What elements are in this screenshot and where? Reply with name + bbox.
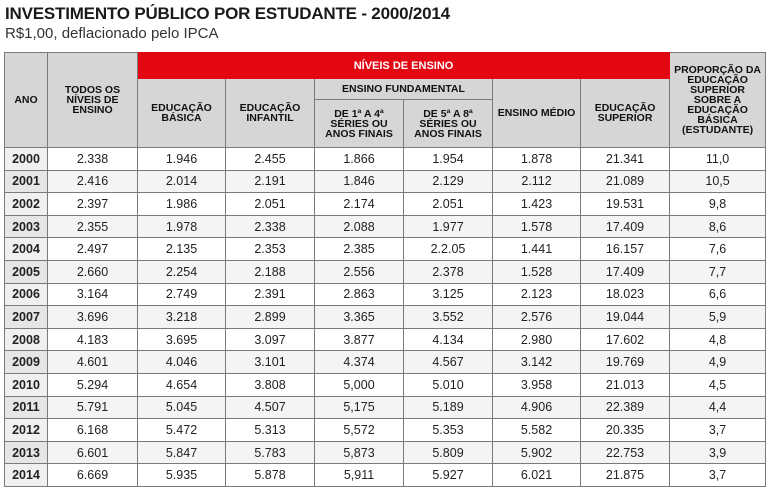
cell-fund1: 5,000 <box>315 373 404 396</box>
cell-medio: 5.902 <box>493 441 581 464</box>
cell-fund2: 2.051 <box>404 193 493 216</box>
cell-infantil: 2.353 <box>226 238 315 261</box>
cell-medio: 1.528 <box>493 260 581 283</box>
cell-fund1: 4.374 <box>315 351 404 374</box>
cell-todos: 6.669 <box>48 464 138 487</box>
cell-medio: 2.123 <box>493 283 581 306</box>
header-todos: TODOS OS NÍVEIS DE ENSINO <box>48 53 138 148</box>
cell-medio: 1.423 <box>493 193 581 216</box>
cell-infantil: 2.191 <box>226 170 315 193</box>
header-fund2: DE 5ª A 8ª SÉRIES OU ANOS FINAIS <box>404 100 493 148</box>
cell-todos: 4.601 <box>48 351 138 374</box>
table-row <box>5 351 766 374</box>
cell-fund2: 3.125 <box>404 283 493 306</box>
cell-basica: 2.135 <box>138 238 226 261</box>
cell-infantil: 2.455 <box>226 148 315 171</box>
table-row <box>5 260 766 283</box>
table-row <box>5 373 766 396</box>
cell-ano: 2001 <box>5 170 48 193</box>
cell-infantil: 5.783 <box>226 441 315 464</box>
header-fund1: DE 1ª A 4ª SÉRIES OU ANOS FINAIS <box>315 100 404 148</box>
cell-basica: 1.978 <box>138 215 226 238</box>
cell-prop: 3,7 <box>670 419 766 442</box>
cell-fund1: 3.365 <box>315 306 404 329</box>
cell-fund2: 4.134 <box>404 328 493 351</box>
header-fundamental: ENSINO FUNDAMENTAL <box>315 79 493 100</box>
cell-fund1: 5,911 <box>315 464 404 487</box>
cell-fund1: 5,572 <box>315 419 404 442</box>
cell-infantil: 2.899 <box>226 306 315 329</box>
cell-fund2: 5.809 <box>404 441 493 464</box>
cell-infantil: 5.878 <box>226 464 315 487</box>
cell-fund1: 2.863 <box>315 283 404 306</box>
cell-superior: 21.013 <box>581 373 670 396</box>
header-superior: EDUCAÇÃO SUPERIOR <box>581 79 670 148</box>
cell-todos: 6.168 <box>48 419 138 442</box>
cell-ano: 2002 <box>5 193 48 216</box>
cell-superior: 20.335 <box>581 419 670 442</box>
cell-prop: 9,8 <box>670 193 766 216</box>
cell-basica: 5.472 <box>138 419 226 442</box>
cell-fund1: 1.866 <box>315 148 404 171</box>
cell-superior: 19.531 <box>581 193 670 216</box>
cell-basica: 2.749 <box>138 283 226 306</box>
cell-medio: 5.582 <box>493 419 581 442</box>
cell-prop: 4,5 <box>670 373 766 396</box>
cell-fund1: 2.556 <box>315 260 404 283</box>
cell-superior: 17.409 <box>581 260 670 283</box>
cell-fund1: 5,175 <box>315 396 404 419</box>
cell-infantil: 2.051 <box>226 193 315 216</box>
cell-prop: 4,9 <box>670 351 766 374</box>
cell-superior: 21.089 <box>581 170 670 193</box>
header-infantil: EDUCAÇÃO INFANTIL <box>226 79 315 148</box>
cell-ano: 2005 <box>5 260 48 283</box>
cell-basica: 4.046 <box>138 351 226 374</box>
cell-prop: 7,6 <box>670 238 766 261</box>
cell-prop: 3,7 <box>670 464 766 487</box>
cell-superior: 22.389 <box>581 396 670 419</box>
cell-medio: 4.906 <box>493 396 581 419</box>
cell-todos: 3.696 <box>48 306 138 329</box>
table-row <box>5 396 766 419</box>
table-row <box>5 328 766 351</box>
cell-infantil: 3.097 <box>226 328 315 351</box>
cell-ano: 2004 <box>5 238 48 261</box>
cell-todos: 2.497 <box>48 238 138 261</box>
table-row <box>5 193 766 216</box>
header-proporcao: PROPORÇÃO DA EDUCAÇÃO SUPERIOR SOBRE A EDUCAÇÃO BÁSICA (ESTUDANTE) <box>670 53 766 148</box>
table-row <box>5 419 766 442</box>
cell-fund1: 1.846 <box>315 170 404 193</box>
cell-fund2: 5.010 <box>404 373 493 396</box>
cell-fund1: 2.088 <box>315 215 404 238</box>
cell-prop: 7,7 <box>670 260 766 283</box>
cell-ano: 2014 <box>5 464 48 487</box>
cell-medio: 1.878 <box>493 148 581 171</box>
cell-basica: 4.654 <box>138 373 226 396</box>
cell-todos: 5.294 <box>48 373 138 396</box>
table-row <box>5 441 766 464</box>
cell-ano: 2011 <box>5 396 48 419</box>
cell-ano: 2013 <box>5 441 48 464</box>
cell-medio: 2.112 <box>493 170 581 193</box>
cell-basica: 5.045 <box>138 396 226 419</box>
cell-superior: 16.157 <box>581 238 670 261</box>
cell-superior: 17.409 <box>581 215 670 238</box>
cell-fund2: 3.552 <box>404 306 493 329</box>
cell-fund2: 2.129 <box>404 170 493 193</box>
cell-fund2: 5.927 <box>404 464 493 487</box>
cell-basica: 1.946 <box>138 148 226 171</box>
table-body <box>5 148 766 487</box>
cell-prop: 3,9 <box>670 441 766 464</box>
cell-fund1: 2.385 <box>315 238 404 261</box>
header-basica: EDUCAÇÃO BÁSICA <box>138 79 226 148</box>
table-row <box>5 464 766 487</box>
cell-infantil: 5.313 <box>226 419 315 442</box>
cell-superior: 19.044 <box>581 306 670 329</box>
cell-fund2: 4.567 <box>404 351 493 374</box>
table-row <box>5 215 766 238</box>
cell-superior: 21.875 <box>581 464 670 487</box>
cell-ano: 2000 <box>5 148 48 171</box>
cell-todos: 2.397 <box>48 193 138 216</box>
cell-superior: 17.602 <box>581 328 670 351</box>
header-ano: ANO <box>5 53 48 148</box>
cell-prop: 8,6 <box>670 215 766 238</box>
cell-basica: 1.986 <box>138 193 226 216</box>
cell-superior: 22.753 <box>581 441 670 464</box>
cell-prop: 4,4 <box>670 396 766 419</box>
header-niveis: NÍVEIS DE ENSINO <box>138 53 670 79</box>
cell-medio: 1.578 <box>493 215 581 238</box>
cell-infantil: 3.101 <box>226 351 315 374</box>
page-subtitle: R$1,00, deflacionado pelo IPCA <box>5 25 219 42</box>
cell-prop: 4,8 <box>670 328 766 351</box>
cell-medio: 1.441 <box>493 238 581 261</box>
cell-medio: 2.980 <box>493 328 581 351</box>
cell-fund2: 1.954 <box>404 148 493 171</box>
cell-prop: 5,9 <box>670 306 766 329</box>
cell-basica: 5.935 <box>138 464 226 487</box>
cell-fund1: 5,873 <box>315 441 404 464</box>
cell-infantil: 2.338 <box>226 215 315 238</box>
cell-ano: 2010 <box>5 373 48 396</box>
cell-basica: 2.014 <box>138 170 226 193</box>
cell-fund1: 3.877 <box>315 328 404 351</box>
cell-superior: 21.341 <box>581 148 670 171</box>
cell-fund2: 5.353 <box>404 419 493 442</box>
header-medio: ENSINO MÉDIO <box>493 79 581 148</box>
cell-ano: 2008 <box>5 328 48 351</box>
cell-ano: 2006 <box>5 283 48 306</box>
cell-todos: 3.164 <box>48 283 138 306</box>
cell-fund2: 5.189 <box>404 396 493 419</box>
cell-medio: 3.958 <box>493 373 581 396</box>
cell-basica: 2.254 <box>138 260 226 283</box>
cell-todos: 4.183 <box>48 328 138 351</box>
cell-ano: 2003 <box>5 215 48 238</box>
cell-superior: 19.769 <box>581 351 670 374</box>
cell-superior: 18.023 <box>581 283 670 306</box>
page-title: INVESTIMENTO PÚBLICO POR ESTUDANTE - 2000/2014 <box>5 4 450 23</box>
cell-infantil: 2.391 <box>226 283 315 306</box>
cell-fund2: 1.977 <box>404 215 493 238</box>
table-row <box>5 283 766 306</box>
cell-basica: 5.847 <box>138 441 226 464</box>
cell-fund1: 2.174 <box>315 193 404 216</box>
cell-infantil: 2.188 <box>226 260 315 283</box>
cell-prop: 10,5 <box>670 170 766 193</box>
cell-ano: 2012 <box>5 419 48 442</box>
investment-table <box>4 52 766 487</box>
cell-medio: 3.142 <box>493 351 581 374</box>
cell-fund2: 2.2.05 <box>404 238 493 261</box>
cell-infantil: 3.808 <box>226 373 315 396</box>
cell-todos: 2.338 <box>48 148 138 171</box>
cell-todos: 6.601 <box>48 441 138 464</box>
cell-ano: 2007 <box>5 306 48 329</box>
table-row <box>5 306 766 329</box>
cell-medio: 2.576 <box>493 306 581 329</box>
table-row <box>5 170 766 193</box>
cell-basica: 3.695 <box>138 328 226 351</box>
cell-medio: 6.021 <box>493 464 581 487</box>
cell-infantil: 4.507 <box>226 396 315 419</box>
cell-basica: 3.218 <box>138 306 226 329</box>
cell-todos: 5.791 <box>48 396 138 419</box>
cell-ano: 2009 <box>5 351 48 374</box>
table-row <box>5 148 766 171</box>
cell-prop: 6,6 <box>670 283 766 306</box>
table-row <box>5 238 766 261</box>
cell-prop: 11,0 <box>670 148 766 171</box>
cell-todos: 2.416 <box>48 170 138 193</box>
cell-fund2: 2.378 <box>404 260 493 283</box>
cell-todos: 2.355 <box>48 215 138 238</box>
cell-todos: 2.660 <box>48 260 138 283</box>
